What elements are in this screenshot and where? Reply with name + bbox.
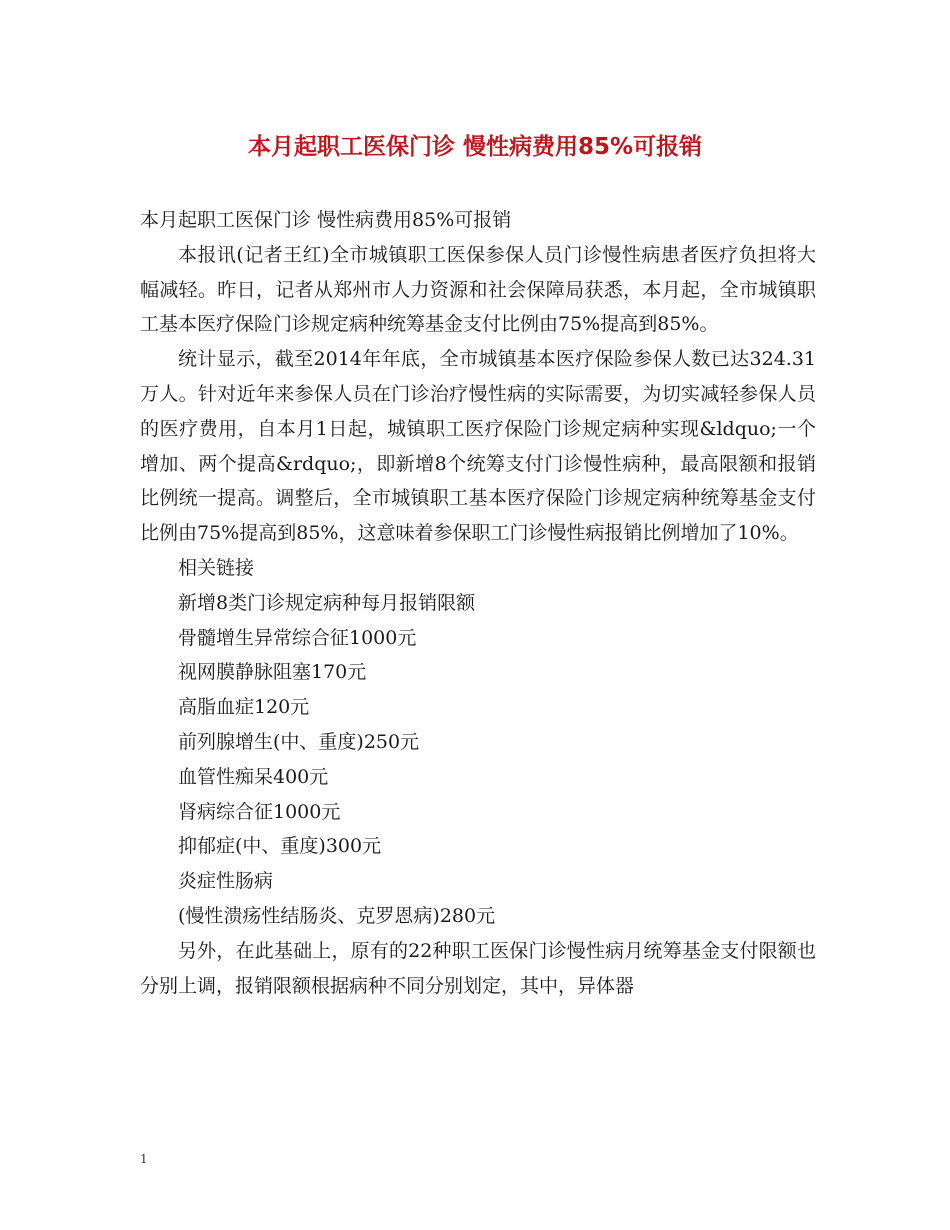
- document-title: 本月起职工医保门诊 慢性病费用85%可报销: [247, 134, 703, 160]
- list-item: 炎症性肠病: [178, 870, 274, 893]
- document-body: [140, 203, 816, 1003]
- paragraph-closing: 另外，在此基础上，原有的22种职工医保门诊慢性病月统筹基金支付限额也分别上调，报销限额根据病种不同分别划定，其中，异体器: [140, 939, 816, 997]
- list-heading: 新增8类门诊规定病种每月报销限额: [178, 591, 476, 614]
- related-links-heading: 相关链接: [178, 556, 255, 579]
- paragraph-heading: 本月起职工医保门诊 慢性病费用85%可报销: [140, 209, 512, 231]
- page-number: 1: [140, 1152, 148, 1166]
- list-item: 前列腺增生(中、重度)250元: [178, 730, 420, 753]
- paragraph-lead: 本报讯(记者王红)全市城镇职工医保参保人员门诊慢性病患者医疗负担将大幅减轻。昨日，记者从郑州市人力资源和社会保障局获悉，本月起，全市城镇职工基本医疗保险门诊规定病种统筹基金支付比例由75%提高到85%。: [140, 243, 816, 336]
- list-item: 骨髓增生异常综合征1000元: [178, 626, 417, 649]
- list-item: 视网膜静脉阻塞170元: [178, 661, 367, 684]
- paragraph-statistics: 统计显示，截至2014年年底，全市城镇基本医疗保险参保人数已达324.31万人。针对近年来参保人员在门诊治疗慢性病的实际需要，为切实减轻参保人员的医疗费用，自本月1日起，城镇职工医疗保险门诊规定病种实现&ldquo;一个增加、两个提高&rdquo;，即新增8个统筹支付门诊慢性病种，最高限额和报销比例统一提高。调整后，全市城镇职工基本医疗保险门诊规定病种统筹基金支付比例由75%提高到85%，这意味着参保职工门诊慢性病报销比例增加了10%。: [140, 348, 816, 545]
- list-item: 肾病综合征1000元: [178, 800, 341, 823]
- list-item: (慢性溃疡性结肠炎、克罗恩病)280元: [178, 904, 496, 927]
- list-item: 高脂血症120元: [178, 696, 310, 719]
- list-item: 抑郁症(中、重度)300元: [178, 835, 382, 858]
- list-item: 血管性痴呆400元: [178, 765, 329, 788]
